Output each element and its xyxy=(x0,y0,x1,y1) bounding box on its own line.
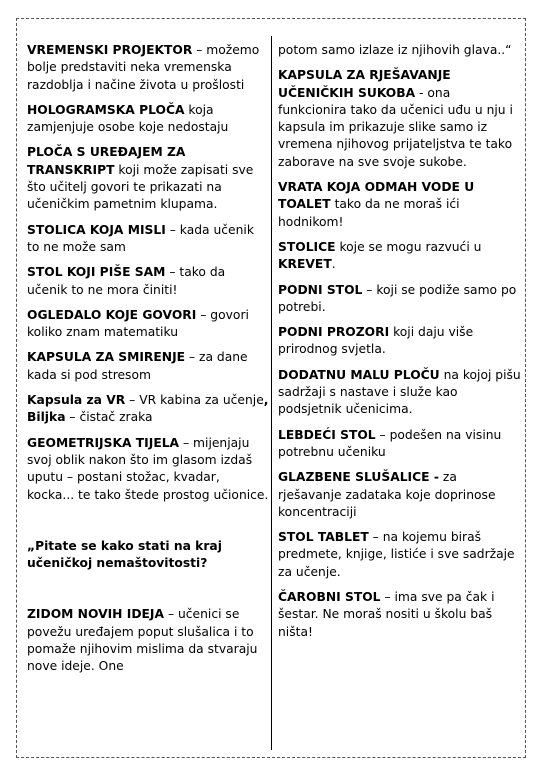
entry-kapsula-vr xyxy=(27,392,269,427)
entry-title: STOLICA KOJA MISLI xyxy=(27,222,166,237)
entry-title: OGLEDALO KOJE GOVORI xyxy=(27,307,197,322)
right-column xyxy=(278,42,522,649)
entry-vremenski-projektor xyxy=(27,42,269,94)
entry-text-2: – čistač zraka xyxy=(65,410,153,425)
entry-title: PLOČA S UREĐAJEM ZA TRANSKRIPT xyxy=(27,145,186,177)
entry-text: koja zamjenjuje osobe koje nedostaju xyxy=(27,102,229,135)
entry-title: VRATA KOJA ODMAH VODE U TOALET xyxy=(278,180,475,212)
entry-text: – na kojemu biraš predmete, knjige, listiće i sve sadržaje za učenje. xyxy=(278,530,515,579)
entry-stol-tablet xyxy=(278,529,522,581)
entry-podni-stol xyxy=(278,282,522,317)
entry-title: VREMENSKI PROJEKTOR xyxy=(27,43,193,57)
entry-hologramska-ploca xyxy=(27,102,269,137)
entry-text: – koji se podiže samo po potrebi. xyxy=(278,282,517,314)
entry-zidom-novih-ideja xyxy=(27,606,269,675)
entry-kapsula-sukobi xyxy=(278,67,522,171)
entry-text: – ima sve pa čak i šestar. Ne moraš nositi u školu baš ništa! xyxy=(278,590,495,639)
entry-title: KAPSULA ZA RJEŠAVANJE UČENIČKIH SUKOBA xyxy=(278,68,451,100)
entry-text: – VR kabina za učenje xyxy=(125,393,264,408)
entry-text: koji daju više prirodnog svjetla. xyxy=(278,325,474,357)
entry-title: STOL KOJI PIŠE SAM xyxy=(27,265,166,280)
left-column xyxy=(27,42,269,684)
entry-ploca-transkript xyxy=(27,144,269,213)
entry-continuation xyxy=(278,42,522,59)
entry-title-2: , Biljka xyxy=(27,393,269,425)
entry-carobni-stol xyxy=(278,589,522,641)
entry-title: LEBDEĆI STOL xyxy=(278,427,376,442)
entry-title: GLAZBENE SLUŠALICE - xyxy=(278,470,439,485)
entry-title: PODNI STOL xyxy=(278,282,363,297)
entry-podni-prozori xyxy=(278,324,522,359)
entry-text: – tako da učenik to ne mora činiti! xyxy=(27,265,226,297)
entry-stol-koji-pise xyxy=(27,264,269,299)
entry-text: potom samo izlaze iz njihovih glava..“ xyxy=(278,43,512,57)
entry-title: GEOMETRIJSKA TIJELA xyxy=(27,435,180,450)
column-divider xyxy=(271,36,272,750)
entry-text: – učenici se povežu uređajem poput slušalica i to pomaže njihovim mislima da stvaraju nove ideje. One xyxy=(27,607,258,674)
entry-text: tako da ne moraš ići hodnikom! xyxy=(278,197,460,229)
entry-title: ČAROBNI STOL xyxy=(278,590,381,605)
entry-text-2: . xyxy=(331,257,336,272)
entry-text: koji može zapisati sve što učitelj govori te prikazati na učeničkim pametnim klupama. xyxy=(27,162,254,212)
entry-title: HOLOGRAMSKA PLOČA xyxy=(27,102,185,117)
entry-title: STOLICE xyxy=(278,239,336,254)
entry-vrata-toalet xyxy=(278,179,522,231)
entry-text: na kojoj pišu sadržaji s nastave i služe kao podsjetnik učenicima. xyxy=(278,367,521,417)
entry-title: STOL TABLET xyxy=(278,530,369,545)
entry-stolice-krevet xyxy=(278,239,522,274)
entry-text: – govori koliko znam matematiku xyxy=(27,307,249,340)
entry-text: – mijenjaju svoj oblik nakon što im glasom izdaš uputu – postani stožac, kvadar, kocka... te tako štede prostog učionice. xyxy=(27,435,269,502)
entry-ogledalo xyxy=(27,307,269,342)
entry-stolica-koja-misli xyxy=(27,222,269,257)
entry-text: – za dane kada si pod stresom xyxy=(27,350,248,382)
entry-title: PODNI PROZORI xyxy=(278,325,390,340)
entry-kapsula-smirenje xyxy=(27,349,269,384)
entry-title: KAPSULA ZA SMIRENJE xyxy=(27,350,186,365)
entry-text: za rješavanje zadataka koje doprinose koncentraciji xyxy=(278,470,496,519)
entry-lebdeci-stol xyxy=(278,427,522,462)
entry-text: koje se mogu razvući u xyxy=(335,239,482,254)
entry-text: - ona funkcionira tako da učenici uđu u nju i kapsula im prikazuje slike samo iz vremena njihovog prijateljstva te tako zaborave na sve svoje sukobe. xyxy=(278,85,513,169)
entry-glazbene-slusalice xyxy=(278,469,522,521)
quote: „Pitate se kako stati na kraj učeničkoj nemaštovitosti? xyxy=(27,538,222,571)
entry-text: – možemo bolje predstaviti neka vremenska razdoblja i načine života u prošlosti xyxy=(27,43,260,92)
entry-title-2: KREVET xyxy=(278,257,332,272)
entry-text: – kada učenik to ne može sam xyxy=(27,222,254,254)
entry-text: – podešen na visinu potrebnu učeniku xyxy=(278,427,502,459)
entry-title: DODATNU MALU PLOČU xyxy=(278,367,440,382)
entry-geometrijska-tijela xyxy=(27,435,269,504)
entry-title: Kapsula za VR xyxy=(27,393,126,408)
entry-mala-ploca xyxy=(278,367,522,419)
entry-title: ZIDOM NOVIH IDEJA xyxy=(27,607,165,622)
